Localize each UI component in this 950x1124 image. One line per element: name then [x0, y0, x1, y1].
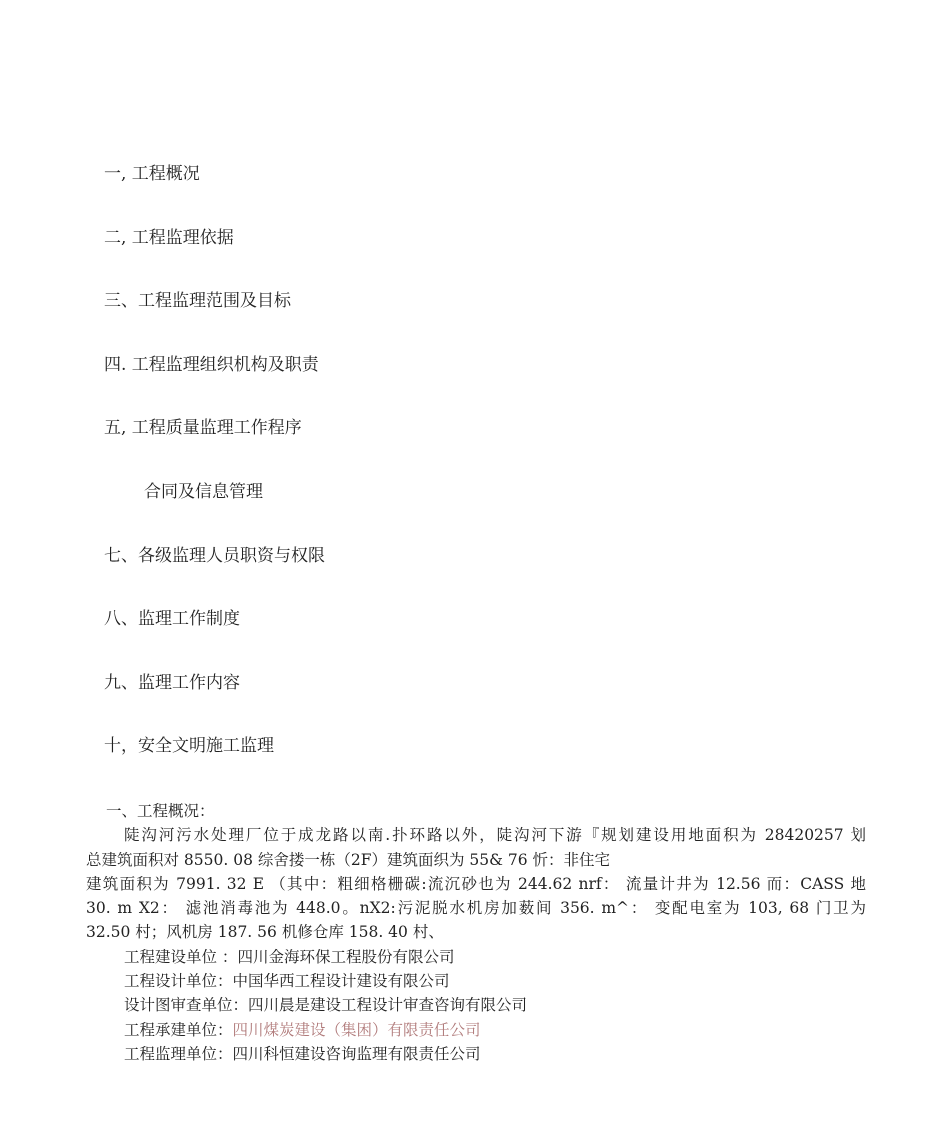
- section-heading: 一、工程概况：: [106, 802, 215, 820]
- unit-row-reviewer: [86, 993, 866, 1017]
- toc-item-6: 合同及信息管理: [144, 481, 263, 502]
- unit-row-supervisor: [86, 1042, 866, 1066]
- unit-label: 工程承建单位：: [124, 1020, 233, 1039]
- overview-line-4: 30. m X2： 滤池消毒池为 448.0。nX2:污泥脱水机房加薮间 356. m^： 变配电室为 103, 68 门卫为: [86, 899, 866, 918]
- unit-label: 工程设计单位：: [124, 972, 233, 991]
- toc-item-9: 九、监理工作内容: [104, 672, 240, 693]
- unit-value: 中国华西工程设计建设有限公司: [232, 972, 450, 991]
- table-of-contents: [104, 163, 864, 799]
- overview-line-3: 建筑面积为 7991. 32 E （其中：粗细格栅碳:流沉砂也为 244.62 nrf： 流量计井为 12.56 而：CASS 地: [86, 874, 866, 893]
- unit-label: 工程监理单位：: [124, 1044, 233, 1063]
- toc-item-10: 十，安全文明施工监理: [104, 736, 274, 757]
- project-overview-section: [86, 799, 866, 1066]
- toc-item-2: 二, 工程监理依据: [104, 227, 234, 248]
- project-units-list: [86, 945, 866, 1066]
- unit-value: 四川科恒建设咨询监理有限责任公司: [232, 1044, 481, 1063]
- unit-label: 设计图审查单位：: [124, 996, 249, 1015]
- toc-item-4: 四. 工程监理组织机构及职责: [104, 354, 319, 375]
- overview-line-1: 陡沟河污水处理厂位于成龙路以南.扑环路以外，陡沟河下游『规划建设用地面积为 28420257 划: [124, 826, 866, 845]
- toc-item-1: 一, 工程概况: [104, 164, 200, 184]
- toc-item-3: 三、工程监理范围及目标: [104, 291, 291, 312]
- unit-row-designer: [86, 969, 866, 993]
- unit-label: 工程建设单位 ：: [124, 947, 238, 966]
- unit-value: 四川晨是建设工程设计审查咨询有限公司: [248, 996, 528, 1015]
- unit-row-owner: [86, 945, 866, 969]
- unit-row-contractor: [86, 1018, 866, 1042]
- unit-value: 四川煤炭建设（集困）有限责任公司: [232, 1020, 481, 1039]
- overview-line-5: 32.50 村；风机房 187. 56 机修仓库 158. 40 村、: [86, 923, 444, 942]
- toc-item-7: 七、各级监理人员职资与权限: [104, 545, 325, 566]
- toc-item-5: 五, 工程质量监理工作程序: [104, 418, 302, 439]
- unit-value: 四川金海环保工程股份有限公司: [237, 947, 455, 966]
- toc-item-8: 八、监理工作制度: [104, 609, 240, 630]
- overview-line-2: 总建筑面积对 8550. 08 综舍搂一栋（2F）建筑面织为 55& 76 忻：非住宅: [86, 850, 611, 869]
